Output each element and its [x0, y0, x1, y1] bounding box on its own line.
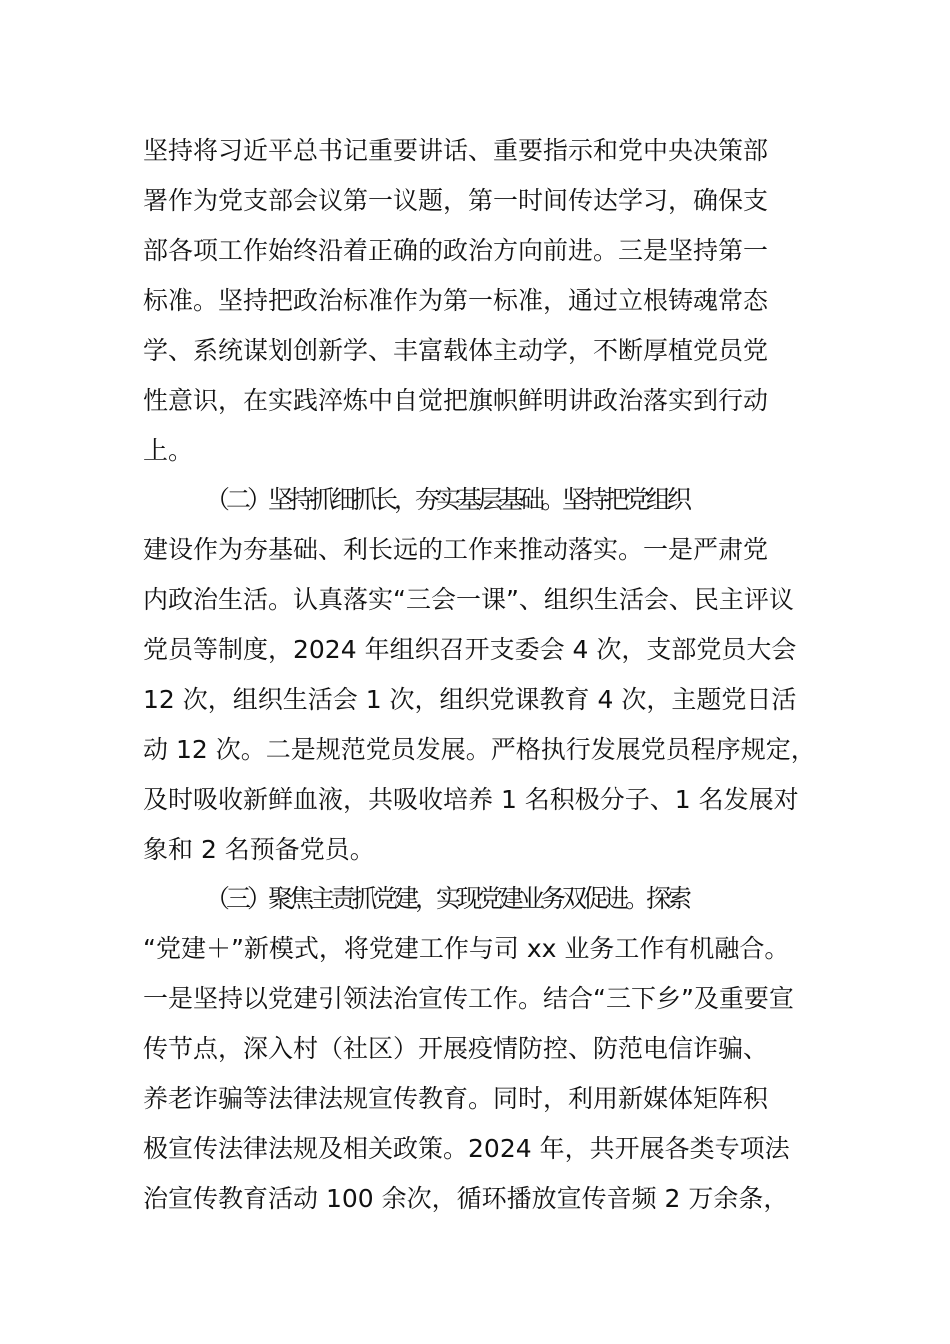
paragraph-line: 学、系统谋划创新学、丰富载体主动学，不断厚植党员党: [143, 336, 769, 365]
paragraph-line: 极宣传法律法规及相关政策。2024 年，共开展各类专项法: [143, 1134, 790, 1163]
section-heading-line: （三）聚焦主责抓党建，实现党建业务双促进。探索: [205, 884, 689, 913]
paragraph-line: 上。: [143, 436, 194, 465]
paragraph-line: 标准。坚持把政治标准作为第一标准，通过立根铸魂常态: [143, 286, 769, 315]
paragraph-line: 治宣传教育活动 100 余次，循环播放宣传音频 2 万余条，: [143, 1184, 789, 1213]
paragraph-line: 传节点，深入村（社区）开展疫情防控、防范电信诈骗、: [143, 1034, 769, 1063]
paragraph-line: 署作为党支部会议第一议题，第一时间传达学习，确保支: [143, 186, 769, 215]
paragraph-line: 内政治生活。认真落实“三会一课”、组织生活会、民主评议: [143, 585, 794, 614]
section-heading-line: （二）坚持抓细抓长，夯实基层基础。坚持把党组织: [205, 485, 689, 514]
paragraph-line: 12 次，组织生活会 1 次，组织党课教育 4 次，主题党日活: [143, 685, 797, 714]
paragraph-line: 及时吸收新鲜血液，共吸收培养 1 名积极分子、1 名发展对: [143, 785, 799, 814]
paragraph-line: 建设作为夯基础、利长远的工作来推动落实。一是严肃党: [143, 535, 769, 564]
paragraph-line: 养老诈骗等法律法规宣传教育。同时，利用新媒体矩阵积: [143, 1084, 769, 1113]
paragraph-line: “党建＋”新模式，将党建工作与司 xx 业务工作有机融合。: [143, 934, 790, 963]
paragraph-line: 党员等制度，2024 年组织召开支委会 4 次，支部党员大会: [143, 635, 797, 664]
paragraph-line: 部各项工作始终沿着正确的政治方向前进。三是坚持第一: [143, 236, 769, 265]
paragraph-line: 动 12 次。二是规范党员发展。严格执行发展党员程序规定，: [143, 735, 816, 764]
paragraph-line: 象和 2 名预备党员。: [143, 835, 375, 864]
paragraph-line: 性意识，在实践淬炼中自觉把旗帜鲜明讲政治落实到行动: [143, 386, 769, 415]
paragraph-line: 坚持将习近平总书记重要讲话、重要指示和党中央决策部: [143, 136, 769, 165]
paragraph-line: 一是坚持以党建引领法治宣传工作。结合“三下乡”及重要宣: [143, 984, 794, 1013]
